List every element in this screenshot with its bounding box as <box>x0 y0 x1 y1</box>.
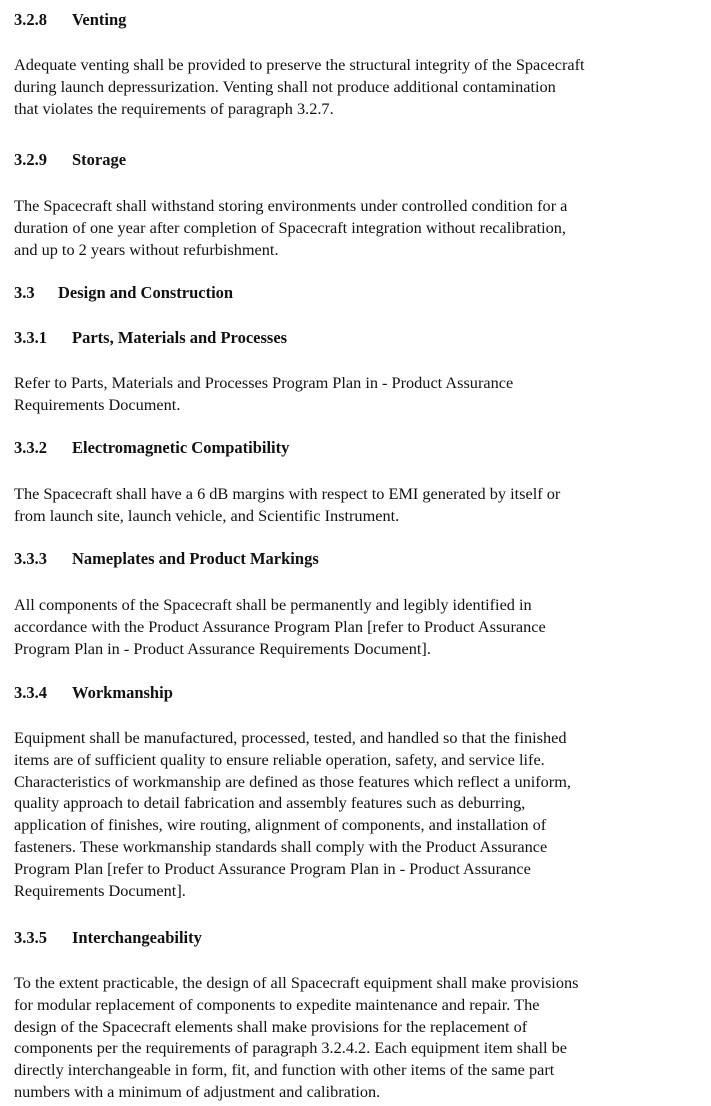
paragraph-venting: Adequate venting shall be provided to preserve the structural integrity of the Spacecraft during launch depressurization. Venting shall not produce additional contamination that violates the requirements of paragraph 3.2.7. <box>14 55 585 118</box>
heading-3-3-2 <box>14 438 704 458</box>
heading-3-2-9 <box>14 150 704 170</box>
section-number: 3.2.8 <box>14 10 47 29</box>
section-title: Venting <box>72 10 127 29</box>
section-number: 3.3.5 <box>14 928 47 947</box>
section-number: 3.3 <box>14 283 35 302</box>
section-title: Workmanship <box>72 683 173 702</box>
paragraph-interchangeability: To the extent practicable, the design of all Spacecraft equipment shall make provisions for modular replacement of components to expedite maintenance and repair. The design of the Spacecraft elements shall make provisions for the replacement of components per the requirements of paragraph 3.2.4.2. Each equipment item shall be directly interchangeable in form, fit, and function with other items of the same part numbers with a minimum of adjustment and calibration. <box>14 973 579 1101</box>
section-title: Storage <box>72 150 127 169</box>
section-title: Nameplates and Product Markings <box>72 549 319 568</box>
paragraph-nameplates: All components of the Spacecraft shall be permanently and legibly identified in accordance with the Product Assurance Program Plan [refer to Product Assurance Program Plan in - Product Assurance Requirements Document]. <box>14 595 546 658</box>
heading-3-3-5 <box>14 928 704 948</box>
section-number: 3.3.3 <box>14 549 47 568</box>
heading-3-3 <box>14 283 704 303</box>
section-title: Electromagnetic Compatibility <box>72 438 290 457</box>
heading-3-3-4 <box>14 683 704 703</box>
section-title: Interchangeability <box>72 928 202 947</box>
heading-3-3-3 <box>14 549 704 569</box>
heading-3-2-8 <box>14 10 704 30</box>
heading-3-3-1 <box>14 328 704 348</box>
section-number: 3.3.4 <box>14 683 47 702</box>
paragraph-storage: The Spacecraft shall withstand storing environments under controlled condition for a duration of one year after completion of Spacecraft integration without recalibration, and up to 2 years without refurbishment. <box>14 196 568 259</box>
section-number: 3.2.9 <box>14 150 47 169</box>
section-title: Design and Construction <box>58 283 234 302</box>
paragraph-parts-materials: Refer to Parts, Materials and Processes Program Plan in - Product Assurance Requirements Document. <box>14 373 514 414</box>
section-number: 3.3.2 <box>14 438 47 457</box>
paragraph-emc: The Spacecraft shall have a 6 dB margins with respect to EMI generated by itself or from launch site, launch vehicle, and Scientific Instrument. <box>14 484 561 525</box>
paragraph-workmanship: Equipment shall be manufactured, processed, tested, and handled so that the finished items are of sufficient quality to ensure reliable operation, safety, and service life. Characteristics of workmanship are defined as those features which reflect a uniform, quality approach to detail fabrication and assembly features such as deburring, application of finishes, wire routing, alignment of components, and installation of fasteners. These workmanship standards shall comply with the Product Assurance Program Plan [refer to Product Assurance Program Plan in - Product Assurance Requirements Document]. <box>14 728 571 900</box>
section-number: 3.3.1 <box>14 328 47 347</box>
section-title: Parts, Materials and Processes <box>72 328 288 347</box>
